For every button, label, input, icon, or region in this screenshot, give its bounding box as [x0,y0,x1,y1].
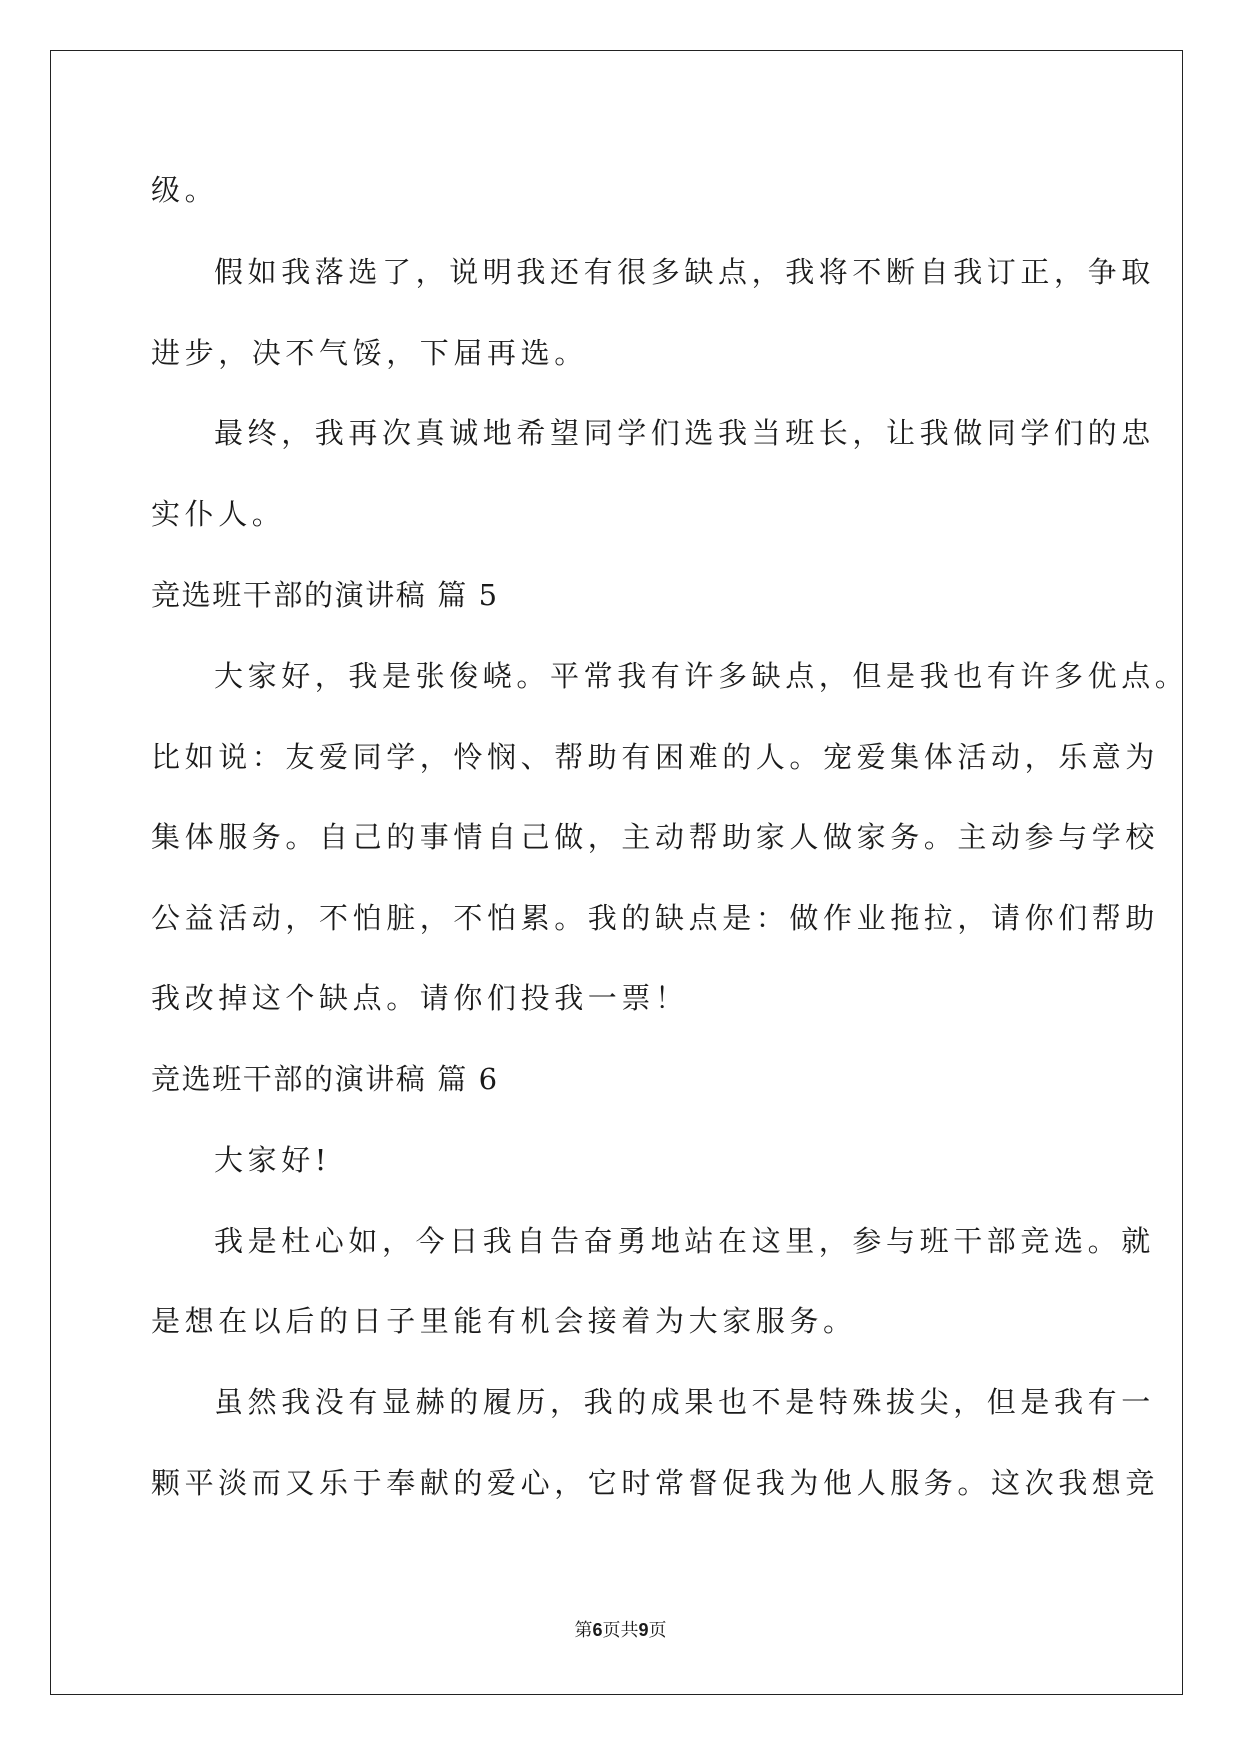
text-line: 大家好! [214,1143,332,1177]
page-footer [0,1618,1241,1643]
text-line: 实仆人。 [151,497,286,531]
text-line: 集体服务。自己的事情自己做，主动帮助家人做家务。主动参与学校 [151,820,1160,854]
text-line: 虽然我没有显赫的履历，我的成果也不是特殊拔尖，但是我有一 [214,1385,1155,1419]
page-border [50,50,1183,1695]
text-line: 比如说：友爱同学，怜悯、帮助有困难的人。宠爱集体活动，乐意为 [151,740,1160,774]
text-line: 进步，决不气馁，下届再选。 [151,336,588,370]
text-line: 假如我落选了，说明我还有很多缺点，我将不断自我订正，争取 [214,255,1155,289]
text-line: 是想在以后的日子里能有机会接着为大家服务。 [151,1304,857,1338]
current-page-number: 6 [592,1620,603,1640]
text-line: 级。 [151,173,219,207]
text-line: 大家好，我是张俊峣。平常我有许多缺点，但是我也有许多优点。 [214,659,1189,693]
footer-total-prefix: 共 [620,1620,639,1641]
text-line: 公益活动，不怕脏，不怕累。我的缺点是：做作业拖拉，请你们帮助 [151,901,1160,935]
text-line: 颗平淡而又乐于奉献的爱心，它时常督促我为他人服务。这次我想竞 [151,1466,1160,1500]
text-line: 最终，我再次真诚地希望同学们选我当班长，让我做同学们的忠 [214,416,1155,450]
text-line: 我是杜心如，今日我自告奋勇地站在这里，参与班干部竞选。就 [214,1224,1155,1258]
text-line: 我改掉这个缺点。请你们投我一票！ [151,981,689,1015]
footer-page-suffix: 页 [602,1620,621,1641]
total-pages-number: 9 [638,1620,649,1640]
section-heading: 竞选班干部的演讲稿 篇 5 [151,578,499,612]
footer-total-suffix: 页 [648,1620,667,1641]
footer-prefix: 第 [574,1620,593,1641]
section-heading: 竞选班干部的演讲稿 篇 6 [151,1062,499,1096]
